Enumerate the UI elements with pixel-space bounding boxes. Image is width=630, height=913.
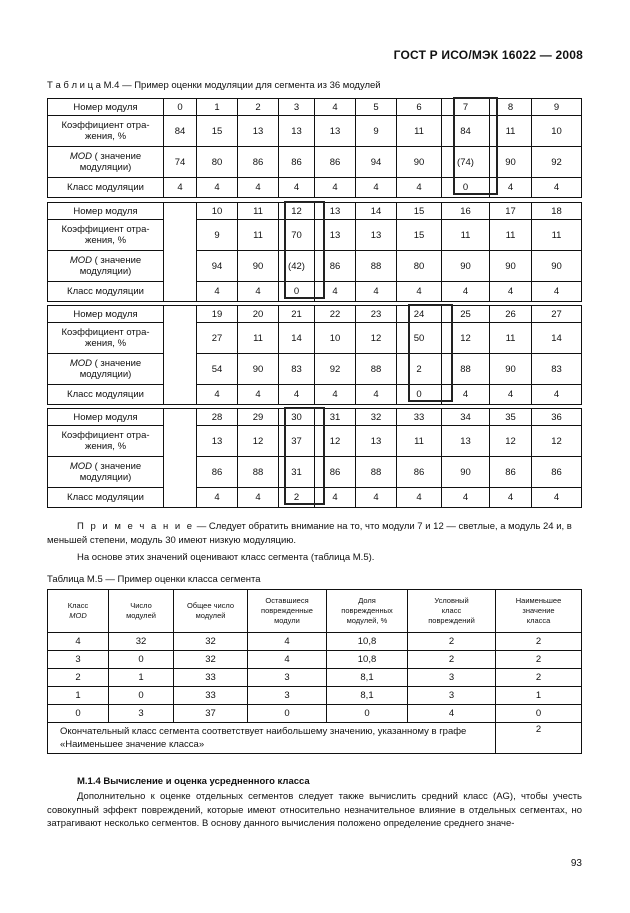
table-cell: 33 — [174, 669, 248, 687]
row-label: MOD ( значение модуляции) — [48, 354, 164, 385]
table-cell: 70 — [279, 220, 315, 251]
table-cell: 90 — [490, 147, 532, 178]
table-cell: 2 — [496, 651, 582, 669]
table-m5 — [47, 589, 582, 754]
table-cell: 15 — [397, 220, 442, 251]
row-label: MOD ( значение модуляции) — [48, 251, 164, 282]
table-cell: 4 — [397, 178, 442, 198]
table-cell: 83 — [532, 354, 582, 385]
table-row — [48, 633, 582, 651]
table-m4-caption — [47, 80, 381, 91]
table-cell: 92 — [315, 354, 356, 385]
table-cell: 13 — [238, 116, 279, 147]
row-label: Коэффициент отра- жения, % — [48, 116, 164, 147]
table-cell: 4 — [279, 178, 315, 198]
section-title: М.1.4 Вычисление и оценка усредненного класса — [77, 776, 310, 787]
table-cell: 90 — [442, 251, 490, 282]
table-cell: 2 — [238, 99, 279, 116]
row-label: Коэффициент отра- жения, % — [48, 220, 164, 251]
row-label: Номер модуля — [48, 306, 164, 323]
table-cell: 4 — [197, 488, 238, 508]
table-cell: 86 — [532, 457, 582, 488]
table-cell: 90 — [532, 251, 582, 282]
table-row — [48, 147, 582, 178]
table-cell: 86 — [197, 457, 238, 488]
table-cell: 34 — [442, 409, 490, 426]
basis-text: На основе этих значений оценивают класс сегмента (таблица М.5). — [77, 552, 375, 563]
table-cell: 19 — [197, 306, 238, 323]
note-label: П р и м е ч а н и е — [77, 521, 195, 532]
table-cell: 16 — [442, 203, 490, 220]
table-cell: 31 — [315, 409, 356, 426]
table-row — [48, 669, 582, 687]
table-cell: 4 — [356, 488, 397, 508]
table-cell — [164, 323, 197, 354]
table-cell: 0 — [327, 705, 408, 723]
table-cell: 4 — [315, 488, 356, 508]
table-cell: 5 — [356, 99, 397, 116]
table-cell: 2 — [496, 633, 582, 651]
table-cell: 37 — [174, 705, 248, 723]
table-cell: 10 — [532, 116, 582, 147]
column-header: Общее число модулей — [174, 590, 248, 633]
table-cell: 0 — [164, 99, 197, 116]
table-cell — [164, 409, 197, 426]
document-header: ГОСТ Р ИСО/МЭК 16022 — 2008 — [393, 48, 583, 62]
table-cell: 4 — [442, 385, 490, 405]
table-row — [48, 306, 582, 323]
table-cell: 10 — [197, 203, 238, 220]
table-cell: 2 — [496, 669, 582, 687]
table-cell: 25 — [442, 306, 490, 323]
table-cell: 4 — [279, 385, 315, 405]
table-cell: 4 — [197, 282, 238, 302]
table-cell: 10,8 — [327, 651, 408, 669]
table-cell: 33 — [397, 409, 442, 426]
table-cell: 92 — [532, 147, 582, 178]
table-cell: 3 — [408, 687, 496, 705]
table-cell: 28 — [197, 409, 238, 426]
table-cell: 86 — [315, 457, 356, 488]
table-row — [48, 116, 582, 147]
table-cell: 50 — [397, 323, 442, 354]
table-cell: 80 — [197, 147, 238, 178]
table-cell: 2 — [408, 651, 496, 669]
highlighted-column-box — [284, 201, 325, 299]
final-row — [48, 723, 582, 754]
table-cell: 13 — [315, 203, 356, 220]
table-cell: 90 — [397, 147, 442, 178]
table-cell: 4 — [48, 633, 109, 651]
table-cell: 13 — [315, 220, 356, 251]
table-cell: 4 — [532, 282, 582, 302]
table-cell: 90 — [490, 354, 532, 385]
table-cell: 15 — [397, 203, 442, 220]
table-cell: 11 — [442, 220, 490, 251]
row-label: Класс модуляции — [48, 385, 164, 405]
table-cell: 3 — [248, 687, 327, 705]
table-cell: 13 — [356, 426, 397, 457]
column-header: Доля поврежденных модулей, % — [327, 590, 408, 633]
table-cell: 4 — [490, 385, 532, 405]
table-cell: 33 — [174, 687, 248, 705]
table-cell: 11 — [238, 203, 279, 220]
table-cell: 11 — [490, 323, 532, 354]
table-cell: 4 — [490, 178, 532, 198]
table-cell: 32 — [174, 633, 248, 651]
table-cell: 4 — [238, 488, 279, 508]
table-cell: 13 — [356, 220, 397, 251]
table-cell: 4 — [397, 282, 442, 302]
table-cell: 12 — [315, 426, 356, 457]
table-cell: 4 — [315, 99, 356, 116]
table-cell: 12 — [279, 203, 315, 220]
table-cell: 30 — [279, 409, 315, 426]
table-cell: 36 — [532, 409, 582, 426]
table-cell: 4 — [356, 385, 397, 405]
table-cell: 4 — [164, 178, 197, 198]
table-cell: 14 — [356, 203, 397, 220]
table-cell: 8,1 — [327, 687, 408, 705]
table-cell: 2 — [397, 354, 442, 385]
row-label: Класс модуляции — [48, 282, 164, 302]
table-cell: 83 — [279, 354, 315, 385]
table-cell: 0 — [109, 687, 174, 705]
row-label: Номер модуля — [48, 409, 164, 426]
column-header: Наименьшее значение класса — [496, 590, 582, 633]
table-cell: 4 — [238, 385, 279, 405]
table-cell: 4 — [315, 178, 356, 198]
table-cell: 27 — [197, 323, 238, 354]
table-cell: 11 — [238, 220, 279, 251]
table-cell: 86 — [490, 457, 532, 488]
table-cell: 4 — [532, 178, 582, 198]
row-label: MOD ( значение модуляции) — [48, 457, 164, 488]
table-row — [48, 178, 582, 198]
table-cell: 12 — [442, 323, 490, 354]
table-cell — [164, 251, 197, 282]
table-cell: 32 — [356, 409, 397, 426]
table-cell: 4 — [248, 651, 327, 669]
table-cell: 11 — [397, 426, 442, 457]
table-cell — [164, 306, 197, 323]
table-cell: 37 — [279, 426, 315, 457]
table-cell: 8,1 — [327, 669, 408, 687]
column-header: Оставшиеся поврежденные модули — [248, 590, 327, 633]
body-paragraph: Дополнительно к оценке отдельных сегментов следует также вычислить средний класс (AG), чтобы учесть совокупный эффект повреждений, которые имеют относительно незначительное влияние в отдельных сегментах, но затрагивают несколько сегментов. В основу данного вычисления положено определение среднего значе- — [47, 791, 582, 829]
table-cell: 11 — [238, 323, 279, 354]
table-cell: 1 — [197, 99, 238, 116]
table-cell: 0 — [496, 705, 582, 723]
table-row — [48, 99, 582, 116]
table-row — [48, 354, 582, 385]
table-cell: 3 — [279, 99, 315, 116]
table-cell: 4 — [490, 282, 532, 302]
column-header: Число модулей — [109, 590, 174, 633]
table-cell: 86 — [397, 457, 442, 488]
table-cell: 90 — [238, 354, 279, 385]
table-cell: 4 — [490, 488, 532, 508]
table-cell: 23 — [356, 306, 397, 323]
table-cell: 0 — [279, 282, 315, 302]
highlighted-column-box — [408, 304, 453, 402]
table-cell: 17 — [490, 203, 532, 220]
table-cell: 0 — [109, 651, 174, 669]
table-cell: 14 — [532, 323, 582, 354]
table-cell: 4 — [442, 282, 490, 302]
table-cell: 4 — [238, 282, 279, 302]
table-cell: 9 — [197, 220, 238, 251]
table-cell: 32 — [109, 633, 174, 651]
table-cell: 12 — [490, 426, 532, 457]
note-text: — Следует обратить внимание на то, что модули 7 и 12 — светлые, а модуль 24 и, в меньшей степени, модуль 30 имеют низкую модуляцию. — [47, 521, 572, 546]
table-cell: (74) — [442, 147, 490, 178]
table-cell: 4 — [356, 282, 397, 302]
table-cell: 27 — [532, 306, 582, 323]
caption-text: М.4 — Пример оценки модуляции для сегмента из 36 модулей — [100, 80, 381, 91]
table-cell: 11 — [397, 116, 442, 147]
table-row — [48, 323, 582, 354]
table-cell: 1 — [48, 687, 109, 705]
table-cell: 24 — [397, 306, 442, 323]
table-cell: 26 — [490, 306, 532, 323]
table-cell: 18 — [532, 203, 582, 220]
table-cell — [164, 354, 197, 385]
table-cell: 0 — [48, 705, 109, 723]
table-m5-header — [48, 590, 582, 633]
table-cell: 14 — [279, 323, 315, 354]
table-cell: 4 — [238, 178, 279, 198]
table-cell: 74 — [164, 147, 197, 178]
table-cell: 22 — [315, 306, 356, 323]
table-cell: 11 — [532, 220, 582, 251]
table-cell: 54 — [197, 354, 238, 385]
table-cell: 3 — [408, 669, 496, 687]
table-cell: 90 — [442, 457, 490, 488]
table-cell: 4 — [397, 488, 442, 508]
table-cell: 29 — [238, 409, 279, 426]
table-cell: 13 — [279, 116, 315, 147]
caption-label: Т а б л и ц а — [47, 80, 101, 91]
table-cell: 35 — [490, 409, 532, 426]
final-class-value: 2 — [496, 723, 582, 754]
table-cell: 13 — [442, 426, 490, 457]
table-cell: 90 — [238, 251, 279, 282]
row-label: MOD ( значение модуляции) — [48, 147, 164, 178]
table-cell: 12 — [356, 323, 397, 354]
table-m4-block — [47, 98, 582, 198]
row-label: Номер модуля — [48, 203, 164, 220]
table-cell: 1 — [109, 669, 174, 687]
table-cell: 13 — [197, 426, 238, 457]
table-cell: 86 — [238, 147, 279, 178]
table-cell: 12 — [238, 426, 279, 457]
table-cell — [164, 457, 197, 488]
table-cell: 84 — [164, 116, 197, 147]
row-label: Номер модуля — [48, 99, 164, 116]
table-m4-block — [47, 305, 582, 405]
row-label: Коэффициент отра- жения, % — [48, 323, 164, 354]
table-cell: 4 — [408, 705, 496, 723]
table-cell: 21 — [279, 306, 315, 323]
row-label: Класс модуляции — [48, 488, 164, 508]
table-cell: 1 — [496, 687, 582, 705]
table-cell: 15 — [197, 116, 238, 147]
table-cell — [164, 282, 197, 302]
table-m5-caption: Таблица М.5 — Пример оценки класса сегмента — [47, 574, 261, 585]
table-cell: 11 — [490, 116, 532, 147]
row-label: Коэффициент отра- жения, % — [48, 426, 164, 457]
row-label: Класс модуляции — [48, 178, 164, 198]
column-header: Условный класс повреждений — [408, 590, 496, 633]
table-cell: 4 — [315, 385, 356, 405]
table-cell: 3 — [109, 705, 174, 723]
table-cell: 8 — [490, 99, 532, 116]
table-cell: 4 — [442, 488, 490, 508]
table-cell: 10 — [315, 323, 356, 354]
table-cell: 9 — [356, 116, 397, 147]
table-cell: (42) — [279, 251, 315, 282]
table-row — [48, 705, 582, 723]
table-cell: 4 — [356, 178, 397, 198]
table-cell — [164, 220, 197, 251]
table-cell: 88 — [356, 354, 397, 385]
table-cell — [164, 203, 197, 220]
table-cell: 3 — [48, 651, 109, 669]
final-class-text: Окончательный класс сегмента соответствует наибольшему значению, указанному в графе «Наименьшее значение класса» — [48, 723, 496, 754]
table-cell: 84 — [442, 116, 490, 147]
table-cell: 2 — [408, 633, 496, 651]
table-row — [48, 385, 582, 405]
table-cell: 10,8 — [327, 633, 408, 651]
table-cell: 88 — [442, 354, 490, 385]
table-cell: 90 — [490, 251, 532, 282]
highlighted-column-box — [284, 407, 325, 505]
table-cell: 88 — [356, 457, 397, 488]
table-cell: 12 — [532, 426, 582, 457]
table-cell: 94 — [356, 147, 397, 178]
table-cell: 86 — [315, 147, 356, 178]
table-cell: 80 — [397, 251, 442, 282]
table-cell: 2 — [48, 669, 109, 687]
highlighted-column-box — [453, 97, 498, 195]
table-cell: 86 — [315, 251, 356, 282]
table-cell: 13 — [315, 116, 356, 147]
table-cell: 94 — [197, 251, 238, 282]
table-cell: 2 — [279, 488, 315, 508]
table-cell: 4 — [197, 385, 238, 405]
table-cell: 88 — [238, 457, 279, 488]
table-cell — [164, 488, 197, 508]
table-cell: 4 — [197, 178, 238, 198]
table-row — [48, 687, 582, 705]
table-cell: 0 — [248, 705, 327, 723]
table-cell — [164, 426, 197, 457]
table-row — [48, 651, 582, 669]
column-header: Класс MOD — [48, 590, 109, 633]
table-cell: 11 — [490, 220, 532, 251]
table-cell: 88 — [356, 251, 397, 282]
table-cell: 4 — [532, 488, 582, 508]
table-cell: 32 — [174, 651, 248, 669]
table-cell: 31 — [279, 457, 315, 488]
table-cell: 86 — [279, 147, 315, 178]
table-cell: 4 — [248, 633, 327, 651]
table-cell: 0 — [397, 385, 442, 405]
table-cell: 7 — [442, 99, 490, 116]
table-cell: 6 — [397, 99, 442, 116]
table-cell: 0 — [442, 178, 490, 198]
table-note — [47, 520, 582, 548]
table-cell: 4 — [315, 282, 356, 302]
table-cell: 20 — [238, 306, 279, 323]
table-cell: 3 — [248, 669, 327, 687]
page-number: 93 — [570, 858, 582, 869]
table-cell: 4 — [532, 385, 582, 405]
table-cell — [164, 385, 197, 405]
table-cell: 9 — [532, 99, 582, 116]
